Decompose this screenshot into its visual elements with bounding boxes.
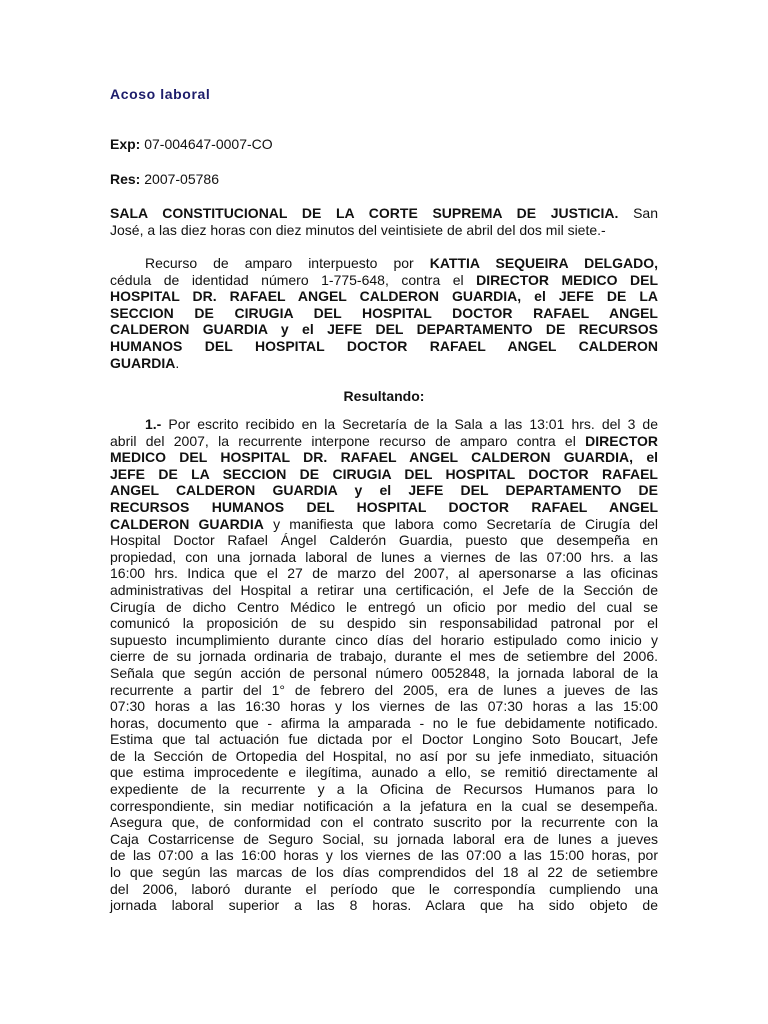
- court-header-paragraph: [110, 205, 658, 238]
- text-line: [110, 682, 658, 699]
- text: Estima que tal actuación fue dictada por el Doctor Longino Soto Boucart, Jefe: [110, 731, 658, 748]
- text: 16:00 hrs. Indica que el 27 de marzo del 2007, al apersonarse a las oficinas: [110, 565, 658, 582]
- bold-text: DIRECTOR: [585, 432, 658, 449]
- text: lo que según las marcas de los días comprendidos del 18 al 22 de setiembre: [110, 864, 658, 881]
- bold-text: CALDERON GUARDIA: [110, 515, 264, 532]
- text-line: [110, 466, 658, 483]
- text-line: [110, 321, 658, 338]
- text-line: [110, 715, 658, 732]
- text: cédula de identidad número 1-775-648, contra el: [110, 271, 477, 288]
- text: que estima improcedente e ilegítima, aunado a ello, se remitió directamente al: [110, 764, 658, 781]
- text-line: [110, 549, 658, 566]
- text-line: [110, 731, 658, 748]
- text-line: [110, 798, 658, 815]
- text: .: [175, 354, 180, 371]
- text-line: [110, 255, 658, 272]
- bold-text: HUMANOS DEL HOSPITAL DOCTOR RAFAEL ANGEL CALDERON: [110, 337, 658, 354]
- text-line: [110, 565, 658, 582]
- text: expediente de la recurrente y a la Oficina de Recursos Humanos para lo: [110, 781, 658, 798]
- bold-text: DIRECTOR MEDICO DEL: [476, 271, 658, 288]
- text-line: [110, 599, 658, 616]
- text: recurrente a partir del 1° de febrero del 2005, era de lunes a jueves de las: [110, 681, 658, 698]
- text-line: [110, 288, 658, 305]
- recurso-paragraph: [110, 255, 658, 371]
- text: 07:30 horas a las 16:30 horas y los viernes de las 07:30 horas a las 15:00: [110, 698, 658, 715]
- text-line: [110, 698, 658, 715]
- text: Recurso de amparo interpuesto por: [145, 255, 430, 271]
- bold-text: MEDICO DEL HOSPITAL DR. RAFAEL ANGEL CALDERON GUARDIA, el: [110, 449, 658, 466]
- text: comunicó la proposición de su despido sin responsabilidad patronal por el: [110, 615, 658, 632]
- text-line: [110, 847, 658, 864]
- text-line: [110, 881, 658, 898]
- text-line: [110, 416, 658, 433]
- resultando-paragraph-1: [110, 416, 658, 914]
- text-line: [110, 449, 658, 466]
- text: Asegura que, de conformidad con el contrato suscrito por la recurrente con la: [110, 814, 658, 831]
- text: del 2006, laboró durante el período que le correspondía cumpliendo una: [110, 880, 658, 897]
- text-line: [110, 665, 658, 682]
- bold-text: ANGEL CALDERON GUARDIA y el JEFE DEL DEPARTAMENTO DE: [110, 482, 658, 499]
- text-line: [110, 272, 658, 289]
- bold-text: GUARDIA: [110, 354, 176, 371]
- exp-label: Exp:: [110, 136, 141, 152]
- bold-text: KATTIA SEQUEIRA DELGADO,: [429, 255, 658, 271]
- bold-text: SALA CONSTITUCIONAL DE LA CORTE SUPREMA DE JUSTICIA.: [110, 205, 619, 221]
- text: Cirugía de dicho Centro Médico le entregó un oficio por medio del cual se: [110, 598, 658, 615]
- text: correspondiente, sin mediar notificación a la jefatura en la cual se desempeña.: [110, 797, 658, 814]
- text-line: [110, 781, 658, 798]
- res-value: 2007-05786: [140, 171, 219, 187]
- text-line: [110, 864, 658, 881]
- resolucion-field: [110, 171, 219, 187]
- text-line: [110, 831, 658, 848]
- bold-text: SECCION DE CIRUGIA DEL HOSPITAL DOCTOR RAFAEL ANGEL: [110, 304, 658, 321]
- text: jornada laboral superior a las 8 horas. Aclara que ha sido objeto de: [110, 897, 658, 914]
- exp-value: 07-004647-0007-CO: [140, 136, 273, 152]
- text-line: [110, 305, 658, 322]
- text: y manifiesta que labora como Secretaría de Cirugía del: [263, 515, 658, 532]
- text-line: [110, 205, 658, 222]
- text-line: [110, 222, 658, 239]
- text-line: [110, 764, 658, 781]
- text: administrativas del Hospital a retirar una certificación, el Jefe de la Sección de: [110, 581, 658, 598]
- bold-text: CALDERON GUARDIA y el JEFE DEL DEPARTAMENTO DE RECURSOS: [110, 321, 658, 338]
- text-line: [110, 338, 658, 355]
- expediente-field: [110, 136, 273, 152]
- bold-text: RECURSOS HUMANOS DEL HOSPITAL DOCTOR RAFAEL ANGEL: [110, 498, 658, 515]
- text-line: [110, 582, 658, 599]
- text-line: [110, 499, 658, 516]
- text: cierre de su jornada ordinaria de trabajo, durante el mes de setiembre del 2006.: [110, 648, 658, 665]
- bold-text: 1.-: [145, 416, 162, 432]
- text-line: [110, 748, 658, 765]
- text-line: [110, 648, 658, 665]
- resultando-heading: Resultando:: [343, 388, 425, 404]
- text-line: [110, 615, 658, 632]
- text: propiedad, con una jornada laboral de lunes a viernes de las 07:00 hrs. a las: [110, 548, 658, 565]
- text-line: [110, 632, 658, 649]
- text-line: [110, 814, 658, 831]
- text: Hospital Doctor Rafael Ángel Calderón Guardia, puesto que desempeña en: [110, 532, 658, 549]
- res-label: Res:: [110, 171, 141, 187]
- text: abril del 2007, la recurrente interpone recurso de amparo contra el: [110, 432, 586, 449]
- text: José, a las diez horas con diez minutos del veintisiete de abril del dos mil siete.-: [110, 221, 606, 238]
- text-line: [110, 897, 658, 914]
- document-title: Acoso laboral: [110, 86, 211, 102]
- text: horas, documento que - afirma la amparada - no le fue debidamente notificado.: [110, 714, 658, 731]
- text: San: [618, 205, 658, 221]
- text: Por escrito recibido en la Secretaría de la Sala a las 13:01 hrs. del 3 de: [161, 416, 658, 432]
- text: de las 07:00 a las 16:00 horas y los viernes de las 07:00 a las 15:00 horas, por: [110, 847, 658, 864]
- text-line: [110, 532, 658, 549]
- text-line: [110, 433, 658, 450]
- bold-text: JEFE DE LA SECCION DE CIRUGIA DEL HOSPITAL DOCTOR RAFAEL: [110, 465, 658, 482]
- text: supuesto incumplimiento durante cinco días del horario estipulado como inicio y: [110, 631, 658, 648]
- text: Señala que según acción de personal número 0052848, la jornada laboral de la: [110, 664, 658, 681]
- text-line: [110, 516, 658, 533]
- text-line: [110, 482, 658, 499]
- text: de la Sección de Ortopedia del Hospital, no así por su jefe inmediato, situación: [110, 747, 658, 764]
- text: Caja Costarricense de Seguro Social, su jornada laboral era de lunes a jueves: [110, 830, 658, 847]
- bold-text: HOSPITAL DR. RAFAEL ANGEL CALDERON GUARDIA, el JEFE DE LA: [110, 288, 658, 305]
- text-line: [110, 355, 658, 372]
